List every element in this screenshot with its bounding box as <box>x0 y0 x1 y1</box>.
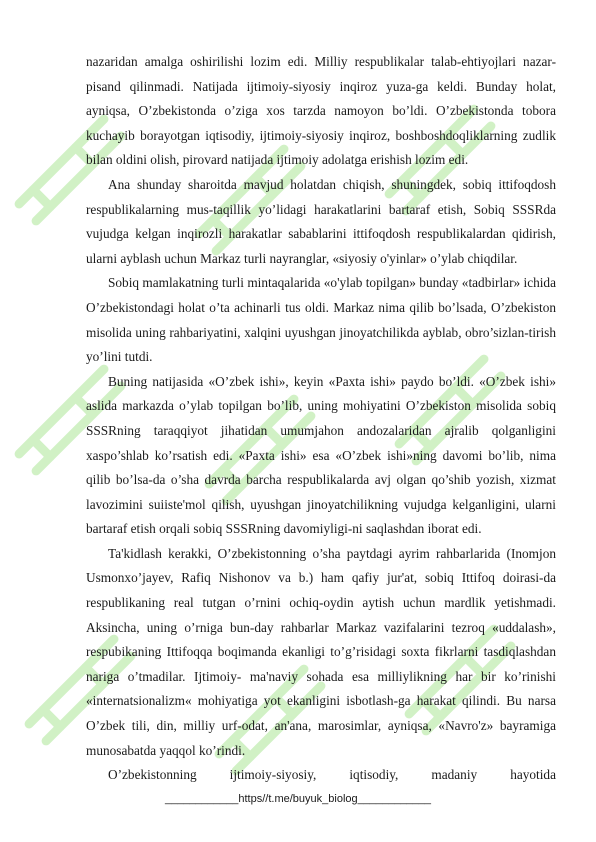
paragraph-5: Ta'kidlash kerakki, O’zbekistonning o’sha paytdagi ayrim rahbarlarida (Inomjon Usmonxo’jayev, Rafiq Nishonov va b.) ham qafiy jur'at, sobiq Ittifoq doirasi-da respublikaning real tutgan o’rnini ochiq-oydin aytish uchun mardlik yetishmadi. Aksincha, uning o’rniga bun-day rahbarlar Markaz vazifalarini tezroq «uddalash», respubikaning Ittifoqqa boqimanda ekanligi to’g’risidagi soxta fikrlarni tasdiqlashdan nariga o’tmadilar. Ijtimoiy- ma'naviy sohada esa milliylikning har bir ko’rinishi «internatsionalizm« mohiyatiga yot ekanligini isbotlash-ga harakat qilindi. Bu narsa O’zbek tili, din, milliy urf-odat, an'ana, marosimlar, ayniqsa, «Navro'z» bayramiga munosabatda yaqqol ko’rindi. <box>86 545 556 758</box>
watermark-stroke <box>33 440 50 457</box>
paragraph-2: Ana shunday sharoitda mavjud holatdan chiqish, shuningdek, sobiq ittifoqdosh respublikalarning mus-taqillik yo’lidagi harakatlarini bartaraf etish, Sobiq SSSRda vujudga kelgan inqirozli harakatlar sabablarini ittifoqdosh respublikalardan qidirish, ularni ayblash uchun Markaz turli nayranglar, «siyosiy o'yinlar» o’ylab chiqdilar. <box>86 176 556 266</box>
paragraph-6: O’zbekistonning ijtimoiy-siyosiy, iqtisodiy, madaniy hayotida <box>108 767 556 783</box>
watermark-stroke <box>43 710 60 727</box>
footer-link[interactable]: ____________https//t.me/buyuk_biolog____________ <box>164 793 432 805</box>
paragraph-4: Buning natijasida «O’zbek ishi», keyin «Paxta ishi» paydo bo’ldi. «O’zbek ishi» aslida markazda o’ylab topilgan bo’lib, uning mohiyatini O’zbekiston misolida sobiq SSSRning taraqqiyot jihatidan umumjahon andozalaridan ajralib qolganligini xaspo’shlab ko’rsatish edi. «Paxta ishi» esa «O’zbek ishi»ning davomi bo’lib, nima qilib bo’lsa-da o’sha davrda barcha respublikalarda avj olgan qo’shib yozish, xizmat lavozimini suiiste'mol qilish, uyushgan jinoyatchilikning vujudga kelganligini, ularni bartaraf etish orqali sobiq SSSRning davomiyligi-ni saqlashdan iborat edi. <box>86 373 556 537</box>
paragraph-1: nazaridan amalga oshirilishi lozim edi. Milliy respublikalar talab-ehtiyojlari nazar-pisand qilinmadi. Natijada ijtimoiy-siyosiy inqiroz yuza-ga keldi. Bunday holat, ayniqsa, O’zbekistonda o’ziga xos tarzda namoyon bo’ldi. O’zbekistonda tobora kuchayib borayotgan iqtisodiy, ijtimoiy-siyosiy inqiroz, boshboshdoqliklarning zudlik bilan oldini olish, pirovard natijada ijtimoiy adolatga erishish lozim edi. <box>86 54 556 168</box>
watermark-stroke <box>33 190 50 207</box>
body-text <box>86 50 556 788</box>
paragraph-3: Sobiq mamlakatning turli mintaqalarida «o'ylab topilgan» bunday «tadbirlar» ichida O’zbekistondagi holat o’ta achinarli tus oldi. Markaz nima qilib bo’lsada, O’zbekiston misolida uning rahbariyatini, xalqini uyushgan jinoyatchilikda ayblab, obro’sizlan-tirish yo’lini tutdi. <box>86 275 556 365</box>
